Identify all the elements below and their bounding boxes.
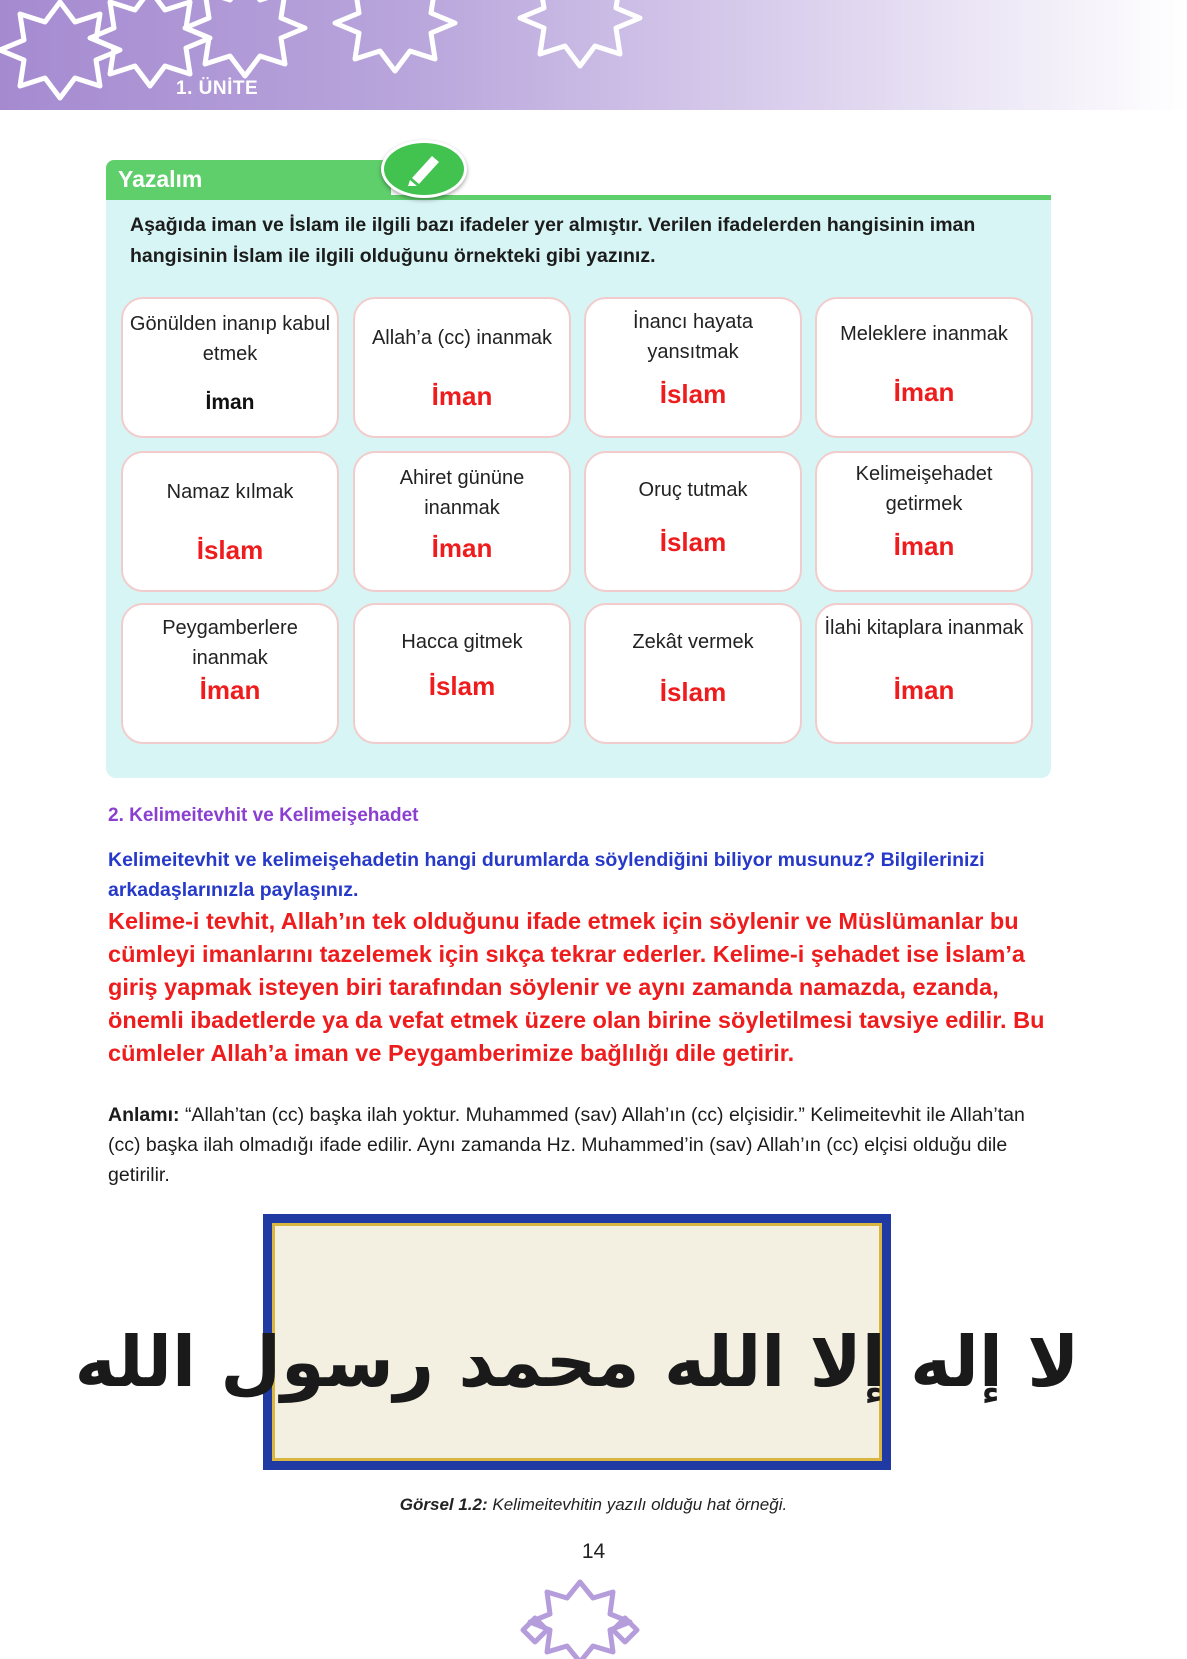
card-answer: İslam [659, 379, 727, 409]
card-label: Oruç tutmak [638, 479, 748, 501]
card [121, 297, 339, 438]
meaning-text: “Allah’tan (cc) başka ilah yoktur. Muhammed (sav) Allah’ın (cc) elçisidir.” Kelimeitevhit ile Allah’tan (cc) başka ilah olmadığı ifade edilir. Aynı zamanda Hz. Muhammed’in (sav) Allah’ın (cc) elçisi olduğu dile getirilir. [108, 1104, 1025, 1186]
card [815, 603, 1033, 744]
card [584, 297, 802, 438]
card-label: İlahi kitaplara inanmak [824, 617, 1024, 639]
card-answer: İman [893, 531, 955, 561]
card [584, 451, 802, 592]
card-answer: İman [893, 675, 955, 705]
card-label: Meleklere inanmak [840, 323, 1008, 345]
activity-rule [106, 195, 1051, 200]
caption-label: Görsel 1.2: [399, 1495, 488, 1514]
card-answer: İslam [196, 535, 264, 565]
card-label: Namaz kılmak [166, 481, 294, 503]
card [121, 451, 339, 592]
page-number: 14 [581, 1540, 606, 1563]
unit-label: 1. ÜNİTE [176, 78, 259, 99]
card-label: Allah’a (cc) inanmak [371, 327, 553, 349]
card-answer: İman [431, 533, 493, 563]
card-answer: İslam [659, 527, 727, 557]
activity-title: Yazalım [118, 166, 203, 192]
figure-caption [0, 1495, 1187, 1515]
card-label: Gönülden inanıp kabul etmek [129, 313, 331, 365]
calligraphy-artwork [74, 1226, 1080, 1458]
caption-text: Kelimeitevhitin yazılı olduğu hat örneği. [492, 1495, 788, 1514]
card-answer: İman [205, 391, 255, 414]
section-answer: Kelime-i tevhit, Allah’ın tek olduğunu ifade etmek için söylenir ve Müslümanlar bu cümleyi imanlarını tazelemek için sıkça tekrar ederler. Kelime-i şehadet ise İslam’a giriş yapmak isteyen biri tarafından söylenir ve aynı zamanda namazda, ezanda, önemli ibadetlerde ya da vefat etmek üzere olan birine söyletilmesi tavsiye edilir. Bu cümleler Allah’a iman ve Peygamberimize bağlılığı dile getirir. [108, 908, 1045, 1066]
card-label: Zekât vermek [632, 631, 754, 653]
card-answer: İslam [659, 677, 727, 707]
star-pattern-icon [505, 1578, 655, 1659]
card-answer: İman [199, 675, 261, 705]
card-label: Peygamberlere inanmak [162, 617, 298, 669]
card-label: İnancı hayata yansıtmak [632, 311, 754, 363]
meaning-label: Anlamı: [108, 1104, 180, 1126]
card [584, 603, 802, 744]
card-label: Kelimeişehadet getirmek [855, 463, 993, 515]
pencil-badge [381, 140, 467, 198]
calligraphy-panel [74, 1223, 1080, 1461]
card [815, 297, 1033, 438]
card [353, 297, 571, 438]
card-answer: İman [431, 381, 493, 411]
card [815, 451, 1033, 592]
card-label: Hacca gitmek [401, 631, 523, 653]
section-heading: 2. Kelimeitevhit ve Kelimeişehadet [108, 805, 419, 826]
meaning-paragraph [108, 1100, 1058, 1190]
card-label: Ahiret gününe inanmak [399, 467, 525, 519]
pencil-icon [404, 152, 444, 186]
card [121, 603, 339, 744]
card [353, 451, 571, 592]
star-pattern-icon [0, 0, 700, 110]
section-question: Kelimeitevhit ve kelimeişehadetin hangi durumlarda söylendiğini biliyor musunuz? Bilgilerinizi arkadaşlarınızla paylaşınız. [108, 849, 985, 901]
card-answer: İman [893, 377, 955, 407]
calligraphy-text: لا إله إلا الله محمد رسول الله [74, 1321, 1080, 1403]
card-answer: İslam [428, 671, 496, 701]
calligraphy-figure [74, 1214, 1080, 1470]
card [353, 603, 571, 744]
card-grid [121, 297, 1033, 747]
activity-instructions: Aşağıda iman ve İslam ile ilgili bazı ifadeler yer almıştır. Verilen ifadelerden hangisinin iman hangisinin İslam ile ilgili olduğunu örnekteki gibi yazınız. [130, 214, 976, 267]
